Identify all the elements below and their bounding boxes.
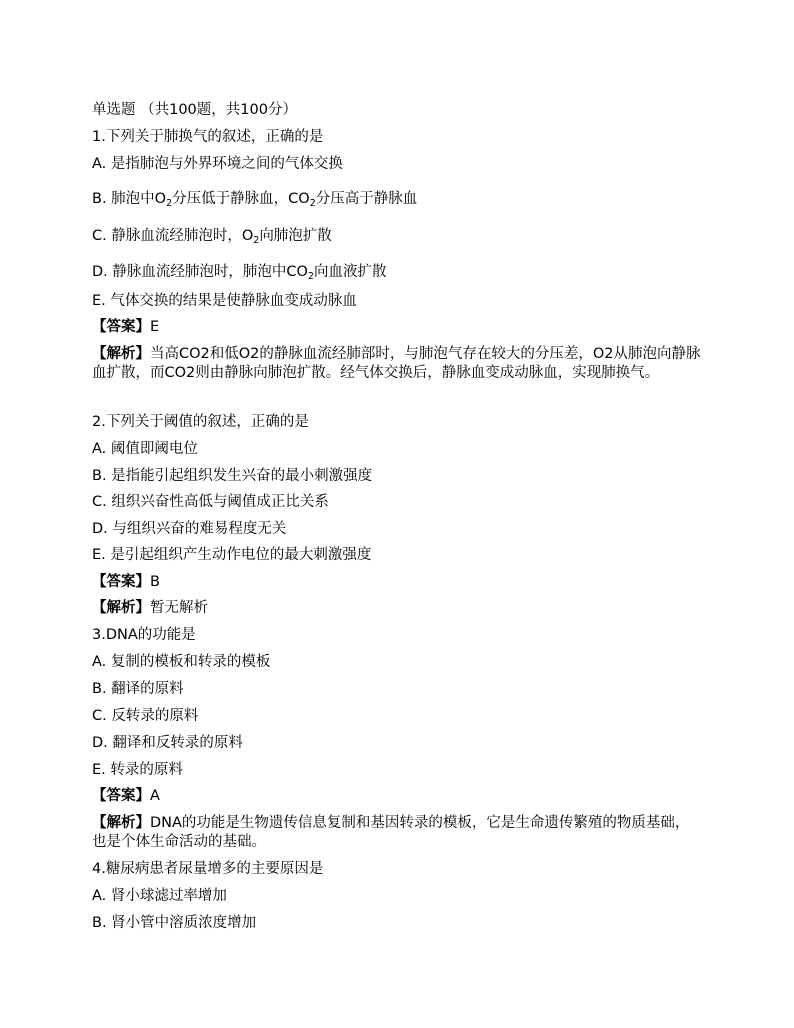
question-3-option-e: E. 转录的原料: [92, 762, 183, 778]
question-3-option-c: C. 反转录的原料: [92, 708, 199, 724]
question-1-stem: 1.下列关于肺换气的叙述，正确的是: [92, 129, 324, 145]
question-1-option-c: [92, 227, 332, 245]
option-text: 向血液扩散: [313, 264, 387, 280]
option-text: 分压低于静脉血，CO: [172, 191, 310, 207]
option-text: B. 肺泡中O: [92, 191, 167, 207]
question-2-option-c: C. 组织兴奋性高低与阈值成正比关系: [92, 494, 329, 510]
answer-tag: 【答案】: [92, 788, 150, 804]
option-text: C. 静脉血流经肺泡时，O: [92, 228, 254, 244]
analysis-text: 当高CO2和低O2的静脉血流经肺部时，与肺泡气存在较大的分压差，O2从肺泡向静脉血扩散，而CO2则由静脉向肺泡扩散。经气体交换后，静脉血变成动脉血，实现肺换气。: [92, 346, 701, 381]
option-text: D. 静脉血流经肺泡时，肺泡中CO: [92, 264, 308, 280]
answer-value: B: [150, 574, 160, 590]
question-1-option-d: [92, 263, 386, 281]
section-header: 单选题 （共100题，共100分）: [92, 102, 297, 118]
question-1-analysis: [92, 345, 702, 382]
subscript: 2: [166, 198, 173, 209]
question-4-stem: 4.糖尿病患者尿量增多的主要原因是: [92, 861, 324, 877]
question-2-option-d: D. 与组织兴奋的难易程度无关: [92, 521, 287, 537]
question-4-option-a: A. 肾小球滤过率增加: [92, 888, 227, 904]
option-text: 向肺泡扩散: [259, 228, 332, 244]
answer-tag: 【答案】: [92, 319, 150, 335]
question-2-option-a: A. 阈值即阈电位: [92, 441, 198, 457]
option-text: 分压高于静脉血: [315, 191, 418, 207]
analysis-tag: 【解析】: [92, 815, 150, 831]
answer-tag: 【答案】: [92, 574, 150, 590]
question-2-option-e: E. 是引起组织产生动作电位的最大刺激强度: [92, 547, 372, 563]
question-1-option-e: E. 气体交换的结果是使静脉血变成动脉血: [92, 293, 357, 309]
analysis-tag: 【解析】: [92, 346, 150, 362]
question-3-analysis: [92, 814, 702, 851]
question-3-answer: [92, 787, 160, 805]
subscript: 2: [307, 271, 314, 282]
analysis-text: 暂无解析: [150, 600, 208, 616]
question-2-option-b: B. 是指能引起组织发生兴奋的最小刺激强度: [92, 468, 373, 484]
analysis-text: DNA的功能是生物遗传信息复制和基因转录的模板，它是生命遗传繁殖的物质基础，也是个体生命活动的基础。: [92, 815, 690, 850]
subscript: 2: [309, 198, 316, 209]
question-2-answer: [92, 573, 160, 591]
question-2-analysis: [92, 599, 208, 617]
analysis-tag: 【解析】: [92, 600, 150, 616]
answer-value: A: [150, 788, 160, 804]
question-3-option-a: A. 复制的模板和转录的模板: [92, 654, 271, 670]
question-3-option-d: D. 翻译和反转录的原料: [92, 735, 243, 751]
question-3-option-b: B. 翻译的原料: [92, 681, 184, 697]
question-1-option-b: [92, 190, 417, 208]
subscript: 2: [253, 235, 260, 246]
question-1-option-a: A. 是指肺泡与外界环境之间的气体交换: [92, 156, 343, 172]
answer-value: E: [150, 319, 160, 335]
question-3-stem: 3.DNA的功能是: [92, 627, 196, 643]
question-2-stem: 2.下列关于阈值的叙述，正确的是: [92, 414, 309, 430]
question-1-answer: [92, 318, 159, 336]
question-4-option-b: B. 肾小管中溶质浓度增加: [92, 915, 257, 931]
